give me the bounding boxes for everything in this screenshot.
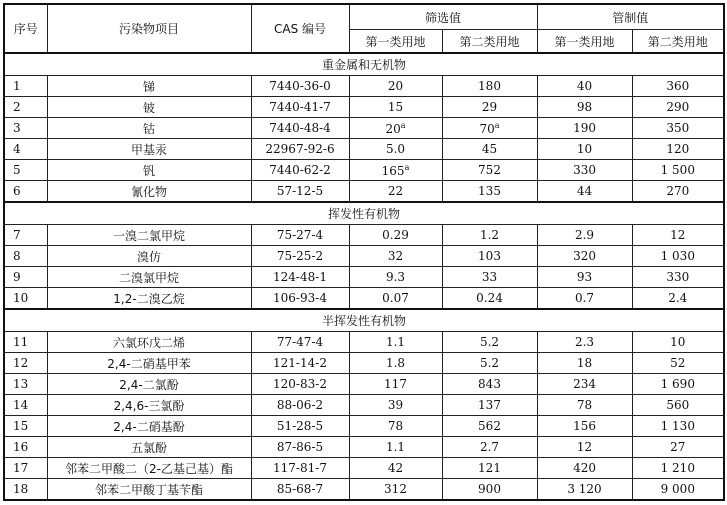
screening-class-2-value [442, 267, 537, 288]
section-title: 重金属和无机物 [4, 53, 724, 76]
pollutant-name-text: 2,4,6-三氯酚 [113, 398, 185, 413]
section-title: 挥发性有机物 [4, 202, 724, 225]
screening-class-2-value [442, 139, 537, 160]
cas-number-text: 75-25-2 [276, 249, 324, 263]
screening-class-1-value-text: 9.3 [385, 270, 406, 284]
cas-number-text: 106-93-4 [273, 291, 327, 305]
control-class-1-value-text: 0.7 [574, 291, 595, 305]
control-class-2-value-text: 1 500 [660, 163, 695, 177]
row-index [4, 374, 47, 395]
table-header [4, 4, 724, 53]
row-index [4, 395, 47, 416]
screening-class-2-value-text: 2.7 [479, 440, 500, 454]
pollutant-name-text: 锑 [142, 79, 155, 94]
screening-class-2-value [442, 395, 537, 416]
screening-class-2-value [442, 332, 537, 353]
control-class-1-value-text: 10 [576, 142, 593, 156]
table-row [4, 267, 724, 288]
cas-number-text: 75-27-4 [276, 228, 324, 242]
screening-class-1-value [349, 181, 442, 203]
row-index [4, 181, 47, 203]
control-class-1-value-text: 330 [573, 163, 596, 177]
screening-class-1-value-text: 20 [387, 79, 404, 93]
row-index-text: 1 [13, 79, 21, 93]
control-class-2-value-text: 1 690 [660, 377, 695, 391]
screening-class-2-value-text: 135 [478, 184, 501, 198]
row-index-text: 18 [13, 482, 29, 496]
cas-number-text: 7440-41-7 [269, 100, 331, 114]
screening-class-1-value-text: 0.07 [382, 291, 409, 305]
cas-number-text: 51-28-5 [276, 419, 324, 433]
screening-class-1-value [349, 458, 442, 479]
row-index [4, 332, 47, 353]
header-control-land-class-1: 第一类用地 [537, 30, 632, 54]
table-row [4, 479, 724, 501]
screening-class-1-value [349, 97, 442, 118]
screening-class-2-value-text: 33 [481, 270, 498, 284]
table-row [4, 181, 724, 203]
control-class-2-value [632, 374, 724, 395]
screening-class-1-value-text: 32 [387, 249, 404, 263]
pollutant-name-text: 二溴氯甲烷 [118, 270, 179, 285]
pollutant-name-text: 甲基汞 [130, 142, 167, 157]
control-class-2-value-text: 1 030 [660, 249, 695, 263]
screening-class-1-value-text: 0.29 [382, 228, 409, 242]
control-class-1-value [537, 118, 632, 139]
screening-class-2-value-text: 180 [478, 79, 501, 93]
screening-class-2-value [442, 353, 537, 374]
control-class-2-value-text: 360 [666, 79, 690, 93]
section-row [4, 202, 724, 225]
screening-class-2-value-text: 900 [478, 482, 501, 496]
control-class-1-value [537, 437, 632, 458]
control-class-2-value-text: 350 [666, 121, 690, 135]
control-class-2-value-text: 2.4 [668, 291, 688, 305]
control-class-1-value [537, 139, 632, 160]
screening-class-2-value [442, 288, 537, 310]
screening-class-2-value-text: 121 [478, 461, 501, 475]
control-class-2-value [632, 267, 724, 288]
screening-class-1-value-text: 15 [387, 100, 404, 114]
cas-number-text: 121-14-2 [273, 356, 327, 370]
screening-class-1-value-text: 312 [384, 482, 407, 496]
control-class-2-value [632, 416, 724, 437]
screening-class-2-value-text: 45 [481, 142, 498, 156]
control-class-2-value-text: 12 [670, 228, 686, 242]
screening-class-2-value-text: 843 [478, 377, 501, 391]
pollutant-name-text: 钴 [142, 121, 155, 136]
control-class-1-value [537, 479, 632, 501]
footnote-marker: a [400, 120, 406, 130]
control-class-1-value-text: 78 [576, 398, 593, 412]
header-cas-number: CAS 编号 [251, 4, 349, 53]
cas-number [251, 139, 349, 160]
row-index-text: 11 [13, 335, 29, 349]
screening-class-2-value-text: 5.2 [479, 335, 500, 349]
section-row [4, 53, 724, 76]
control-class-1-value-text: 93 [576, 270, 593, 284]
table-row [4, 139, 724, 160]
control-class-1-value-text: 156 [573, 419, 596, 433]
pollutant-name-text: 2,4-二硝基酚 [113, 419, 185, 434]
pollutant-name-text: 邻苯二甲酸二（2-乙基己基）酯 [65, 461, 233, 476]
screening-class-1-value [349, 332, 442, 353]
pollutant-name [47, 437, 251, 458]
pollutant-name [47, 76, 251, 97]
table-row [4, 458, 724, 479]
control-class-1-value [537, 374, 632, 395]
control-class-1-value [537, 395, 632, 416]
row-index-text: 13 [13, 377, 29, 391]
screening-class-2-value [442, 160, 537, 181]
control-class-1-value-text: 44 [576, 184, 593, 198]
screening-class-1-value [349, 139, 442, 160]
screening-class-1-value [349, 225, 442, 246]
pollutant-name-text: 1,2-二溴乙烷 [113, 291, 185, 306]
screening-class-1-value-text: 1.8 [385, 356, 406, 370]
cas-number-text: 22967-92-6 [265, 142, 335, 156]
footnote-marker: a [494, 120, 500, 130]
table-row [4, 97, 724, 118]
pollutant-standards-table [3, 3, 725, 501]
header-screening-land-class-2: 第二类用地 [442, 30, 537, 54]
control-class-2-value-text: 1 130 [660, 419, 695, 433]
pollutant-name [47, 97, 251, 118]
cas-number-text: 77-47-4 [276, 335, 324, 349]
table-row [4, 395, 724, 416]
cas-number [251, 332, 349, 353]
control-class-1-value-text: 3 120 [567, 482, 602, 496]
cas-number-text: 120-83-2 [273, 377, 327, 391]
table-row [4, 374, 724, 395]
header-screening-land-class-1: 第一类用地 [349, 30, 442, 54]
control-class-2-value-text: 27 [670, 440, 686, 454]
control-class-2-value-text: 1 210 [660, 461, 695, 475]
cas-number [251, 225, 349, 246]
control-class-2-value-text: 330 [666, 270, 690, 284]
pollutant-name [47, 416, 251, 437]
pollutant-name [47, 160, 251, 181]
control-class-2-value [632, 458, 724, 479]
cas-number [251, 479, 349, 501]
control-class-1-value-text: 18 [576, 356, 593, 370]
control-class-2-value [632, 288, 724, 310]
control-class-2-value [632, 97, 724, 118]
header-screening-value: 筛选值 [349, 4, 537, 30]
table-row [4, 246, 724, 267]
screening-class-2-value [442, 181, 537, 203]
cas-number [251, 76, 349, 97]
cas-number [251, 353, 349, 374]
row-index-text: 4 [13, 142, 21, 156]
control-class-1-value-text: 98 [576, 100, 593, 114]
screening-class-2-value [442, 374, 537, 395]
screening-class-1-value [349, 76, 442, 97]
cas-number [251, 267, 349, 288]
screening-class-1-value-text: 20 [385, 121, 401, 136]
screening-class-2-value-text: 0.24 [476, 291, 503, 305]
cas-number [251, 437, 349, 458]
pollutant-name-text: 一溴二氯甲烷 [112, 228, 185, 243]
control-class-2-value-text: 9 000 [660, 482, 695, 496]
screening-class-1-value [349, 353, 442, 374]
cas-number-text: 7440-48-4 [269, 121, 331, 135]
pollutant-name [47, 458, 251, 479]
row-index [4, 437, 47, 458]
cas-number-text: 57-12-5 [276, 184, 324, 198]
row-index-text: 14 [13, 398, 29, 412]
cas-number-text: 117-81-7 [273, 461, 327, 475]
control-class-1-value-text: 190 [573, 121, 596, 135]
control-class-2-value [632, 118, 724, 139]
row-index [4, 118, 47, 139]
table-row [4, 76, 724, 97]
screening-class-2-value-text: 137 [478, 398, 501, 412]
screening-class-1-value [349, 288, 442, 310]
control-class-2-value-text: 120 [666, 142, 690, 156]
screening-class-2-value [442, 437, 537, 458]
screening-class-1-value [349, 479, 442, 501]
table-row [4, 118, 724, 139]
control-class-1-value [537, 288, 632, 310]
pollutant-name [47, 181, 251, 203]
row-index-text: 7 [13, 228, 21, 242]
control-class-1-value [537, 332, 632, 353]
cas-number-text: 124-48-1 [273, 270, 327, 284]
screening-class-2-value-text: 29 [481, 100, 498, 114]
table-row [4, 160, 724, 181]
screening-class-2-value-text: 752 [478, 163, 501, 177]
row-index-text: 3 [13, 121, 21, 135]
row-index-text: 6 [13, 184, 21, 198]
row-index [4, 479, 47, 501]
screening-class-1-value-text: 42 [387, 461, 404, 475]
row-index [4, 139, 47, 160]
screening-class-2-value-text: 103 [478, 249, 501, 263]
screening-class-1-value-text: 1.1 [385, 440, 406, 454]
control-class-1-value [537, 97, 632, 118]
control-class-1-value [537, 246, 632, 267]
screening-class-2-value-text: 562 [478, 419, 501, 433]
cas-number-text: 88-06-2 [276, 398, 324, 412]
cas-number [251, 458, 349, 479]
cas-number [251, 416, 349, 437]
table-row [4, 416, 724, 437]
pollutant-name-text: 溴仿 [136, 249, 161, 264]
control-class-1-value-text: 320 [573, 249, 596, 263]
cas-number [251, 160, 349, 181]
row-index [4, 458, 47, 479]
table-row [4, 437, 724, 458]
screening-class-1-value [349, 160, 442, 181]
control-class-2-value [632, 76, 724, 97]
screening-class-1-value-text: 165 [381, 163, 405, 178]
screening-class-2-value [442, 118, 537, 139]
pollutant-name [47, 332, 251, 353]
pollutant-standards-table-container [3, 3, 723, 502]
pollutant-name [47, 288, 251, 310]
pollutant-name [47, 353, 251, 374]
table-row [4, 332, 724, 353]
cas-number-text: 87-86-5 [276, 440, 324, 454]
control-class-1-value [537, 76, 632, 97]
table-row [4, 288, 724, 310]
cas-number [251, 181, 349, 203]
screening-class-2-value [442, 458, 537, 479]
row-index [4, 353, 47, 374]
control-class-1-value [537, 458, 632, 479]
control-class-1-value [537, 181, 632, 203]
screening-class-1-value-text: 5.0 [385, 142, 406, 156]
control-class-1-value [537, 160, 632, 181]
row-index [4, 246, 47, 267]
section-row [4, 309, 724, 332]
control-class-2-value-text: 52 [670, 356, 686, 370]
screening-class-1-value [349, 267, 442, 288]
screening-class-2-value [442, 76, 537, 97]
row-index [4, 76, 47, 97]
header-index: 序号 [4, 4, 47, 53]
control-class-2-value-text: 10 [670, 335, 686, 349]
pollutant-name-text: 邻苯二甲酸丁基苄酯 [94, 482, 203, 497]
pollutant-name-text: 氰化物 [130, 184, 167, 199]
control-class-2-value-text: 290 [666, 100, 690, 114]
row-index-text: 9 [13, 270, 21, 284]
control-class-1-value [537, 416, 632, 437]
cas-number [251, 374, 349, 395]
row-index [4, 267, 47, 288]
control-class-1-value [537, 225, 632, 246]
pollutant-name [47, 395, 251, 416]
row-index-text: 17 [13, 461, 29, 475]
footnote-marker: a [404, 162, 410, 172]
pollutant-name [47, 139, 251, 160]
row-index-text: 16 [13, 440, 29, 454]
screening-class-2-value-text: 5.2 [479, 356, 500, 370]
control-class-2-value [632, 332, 724, 353]
control-class-2-value-text: 270 [666, 184, 690, 198]
row-index [4, 160, 47, 181]
screening-class-1-value [349, 437, 442, 458]
pollutant-name-text: 铍 [142, 100, 155, 115]
control-class-1-value-text: 234 [573, 377, 596, 391]
control-class-1-value-text: 2.3 [574, 335, 595, 349]
row-index-text: 5 [13, 163, 21, 177]
screening-class-1-value [349, 395, 442, 416]
screening-class-1-value-text: 78 [387, 419, 404, 433]
cas-number [251, 97, 349, 118]
control-class-1-value-text: 2.9 [574, 228, 595, 242]
control-class-2-value [632, 353, 724, 374]
header-control-value: 管制值 [537, 4, 724, 30]
screening-class-1-value-text: 39 [387, 398, 404, 412]
pollutant-name [47, 225, 251, 246]
pollutant-name-text: 钒 [142, 163, 155, 178]
control-class-2-value [632, 479, 724, 501]
cas-number [251, 395, 349, 416]
screening-class-2-value [442, 225, 537, 246]
control-class-1-value-text: 420 [573, 461, 596, 475]
screening-class-2-value [442, 416, 537, 437]
row-index [4, 288, 47, 310]
cas-number-text: 7440-62-2 [269, 163, 331, 177]
pollutant-name [47, 374, 251, 395]
pollutant-name [47, 267, 251, 288]
header-control-land-class-2: 第二类用地 [632, 30, 724, 54]
pollutant-name-text: 2,4-二硝基甲苯 [107, 356, 191, 371]
screening-class-2-value-text: 70 [479, 121, 495, 136]
screening-class-1-value [349, 118, 442, 139]
screening-class-1-value [349, 416, 442, 437]
row-index-text: 15 [13, 419, 29, 433]
control-class-2-value [632, 139, 724, 160]
pollutant-name [47, 246, 251, 267]
control-class-2-value [632, 160, 724, 181]
pollutant-name-text: 五氯酚 [130, 440, 167, 455]
row-index-text: 10 [13, 291, 29, 305]
row-index-text: 8 [13, 249, 21, 263]
table-body [4, 53, 724, 500]
control-class-2-value-text: 560 [666, 398, 690, 412]
control-class-2-value [632, 225, 724, 246]
control-class-1-value [537, 267, 632, 288]
section-title: 半挥发性有机物 [4, 309, 724, 332]
screening-class-2-value [442, 246, 537, 267]
row-index [4, 97, 47, 118]
screening-class-1-value-text: 117 [384, 377, 407, 391]
row-index-text: 12 [13, 356, 29, 370]
control-class-1-value-text: 12 [576, 440, 593, 454]
pollutant-name-text: 2,4-二氯酚 [119, 377, 179, 392]
pollutant-name [47, 118, 251, 139]
screening-class-2-value [442, 97, 537, 118]
control-class-2-value [632, 181, 724, 203]
pollutant-name [47, 479, 251, 501]
control-class-1-value-text: 40 [576, 79, 593, 93]
screening-class-2-value-text: 1.2 [479, 228, 500, 242]
row-index [4, 225, 47, 246]
screening-class-1-value-text: 1.1 [385, 335, 406, 349]
pollutant-name-text: 六氯环戊二烯 [112, 335, 185, 350]
control-class-1-value [537, 353, 632, 374]
control-class-2-value [632, 395, 724, 416]
control-class-2-value [632, 246, 724, 267]
screening-class-1-value [349, 374, 442, 395]
screening-class-1-value-text: 22 [387, 184, 404, 198]
cas-number-text: 85-68-7 [276, 482, 324, 496]
cas-number [251, 246, 349, 267]
screening-class-2-value [442, 479, 537, 501]
header-pollutant-item: 污染物项目 [47, 4, 251, 53]
row-index [4, 416, 47, 437]
cas-number [251, 118, 349, 139]
row-index-text: 2 [13, 100, 21, 114]
cas-number-text: 7440-36-0 [269, 79, 331, 93]
table-row [4, 353, 724, 374]
control-class-2-value [632, 437, 724, 458]
screening-class-1-value [349, 246, 442, 267]
cas-number [251, 288, 349, 310]
table-row [4, 225, 724, 246]
